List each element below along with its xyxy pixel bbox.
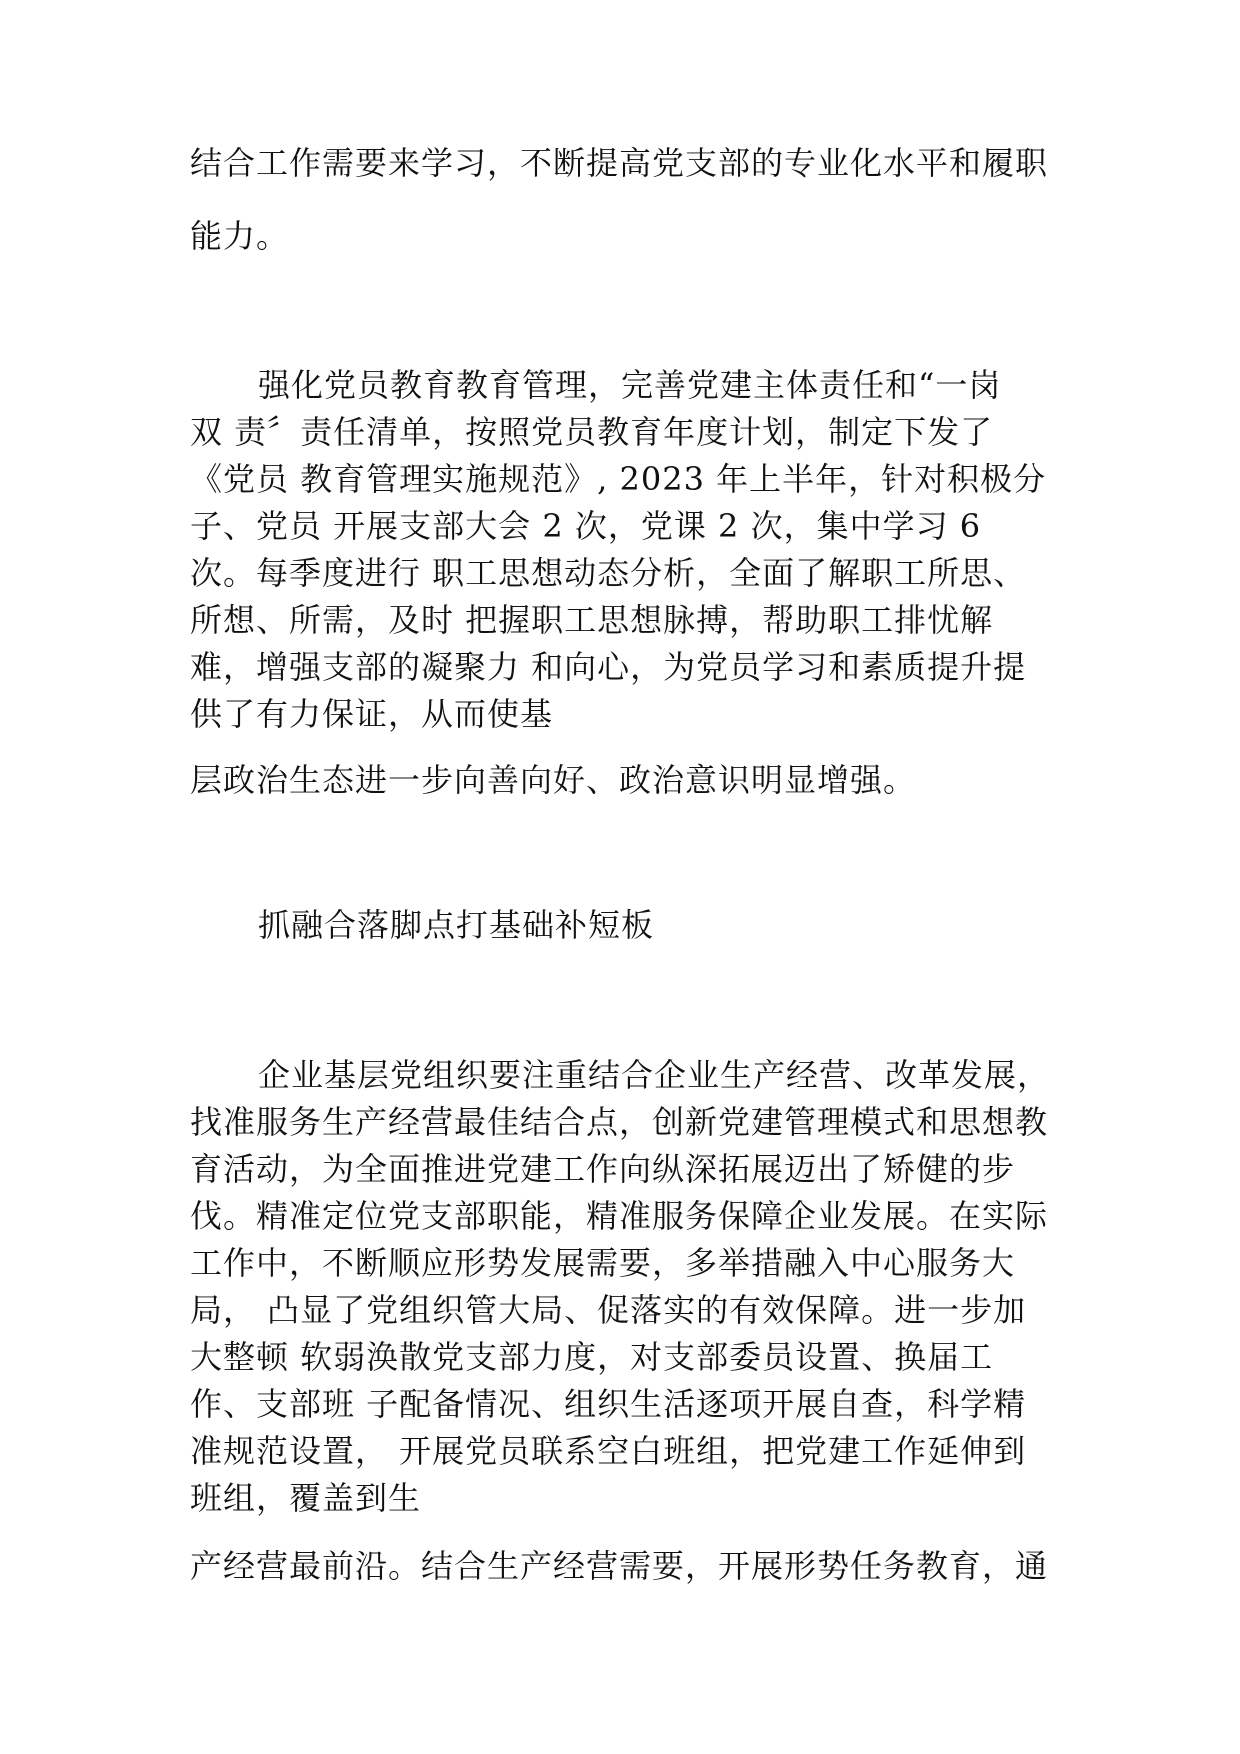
- paragraph-3-line-1: 企业基层党组织要注重结合企业生产经营、改革发展，: [258, 1056, 1051, 1094]
- paragraph-3-line-11: 产经营最前沿。结合生产经营需要，开展形势任务教育，通: [190, 1547, 1049, 1585]
- paragraph-3-line-5: 工作中，不断顺应形势发展需要，多举措融入中心服务大: [190, 1244, 1016, 1282]
- paragraph-1-line-1: 结合工作需要来学习，不断提高党支部的专业化水平和履职: [190, 144, 1049, 182]
- paragraph-3-line-6: 局， 凸显了党组织管大局、促落实的有效保障。进一步加: [190, 1291, 1027, 1329]
- paragraph-3-line-9: 准规范设置， 开展党员联系空白班组，把党建工作延伸到: [190, 1432, 1027, 1470]
- paragraph-2-line-1: 强化党员教育教育管理，完善党建主体责任和“一岗: [258, 366, 1002, 404]
- paragraph-2-line-8: 供了有力保证，从而使基: [190, 695, 554, 733]
- paragraph-2-line-4: 子、党员 开展支部大会 2 次，党课 2 次，集中学习 6: [190, 507, 982, 545]
- paragraph-3-line-8: 作、支部班 子配备情况、组织生活逐项开展自查，科学精: [190, 1385, 1027, 1423]
- paragraph-1-line-2: 能力。: [190, 217, 290, 255]
- paragraph-2-line-2: 双 责〞责任清单，按照党员教育年度计划，制定下发了: [190, 413, 994, 451]
- paragraph-2-line-9: 层政治生态进一步向善向好、政治意识明显增强。: [190, 761, 917, 799]
- paragraph-3-line-10: 班组，覆盖到生: [190, 1479, 422, 1517]
- section-heading: 抓融合落脚点打基础补短板: [258, 906, 655, 944]
- paragraph-2-line-3: 《党员 教育管理实施规范》, 2023 年上半年，针对积极分: [190, 460, 1047, 498]
- paragraph-2-line-5: 次。每季度进行 职工思想动态分析，全面了解职工所思、: [190, 554, 1027, 592]
- paragraph-3-line-3: 育活动，为全面推进党建工作向纵深拓展迈出了矫健的步: [190, 1150, 1016, 1188]
- paragraph-2-line-6: 所想、所需，及时 把握职工思想脉搏，帮助职工排忧解: [190, 601, 994, 639]
- paragraph-2-line-7: 难，增强支部的凝聚力 和向心，为党员学习和素质提升提: [190, 648, 1027, 686]
- paragraph-3-line-4: 伐。精准定位党支部职能，精准服务保障企业发展。在实际: [190, 1197, 1049, 1235]
- paragraph-3-line-7: 大整顿 软弱涣散党支部力度，对支部委员设置、换届工: [190, 1338, 994, 1376]
- paragraph-3-line-2: 找准服务生产经营最佳结合点，创新党建管理模式和思想教: [190, 1103, 1049, 1141]
